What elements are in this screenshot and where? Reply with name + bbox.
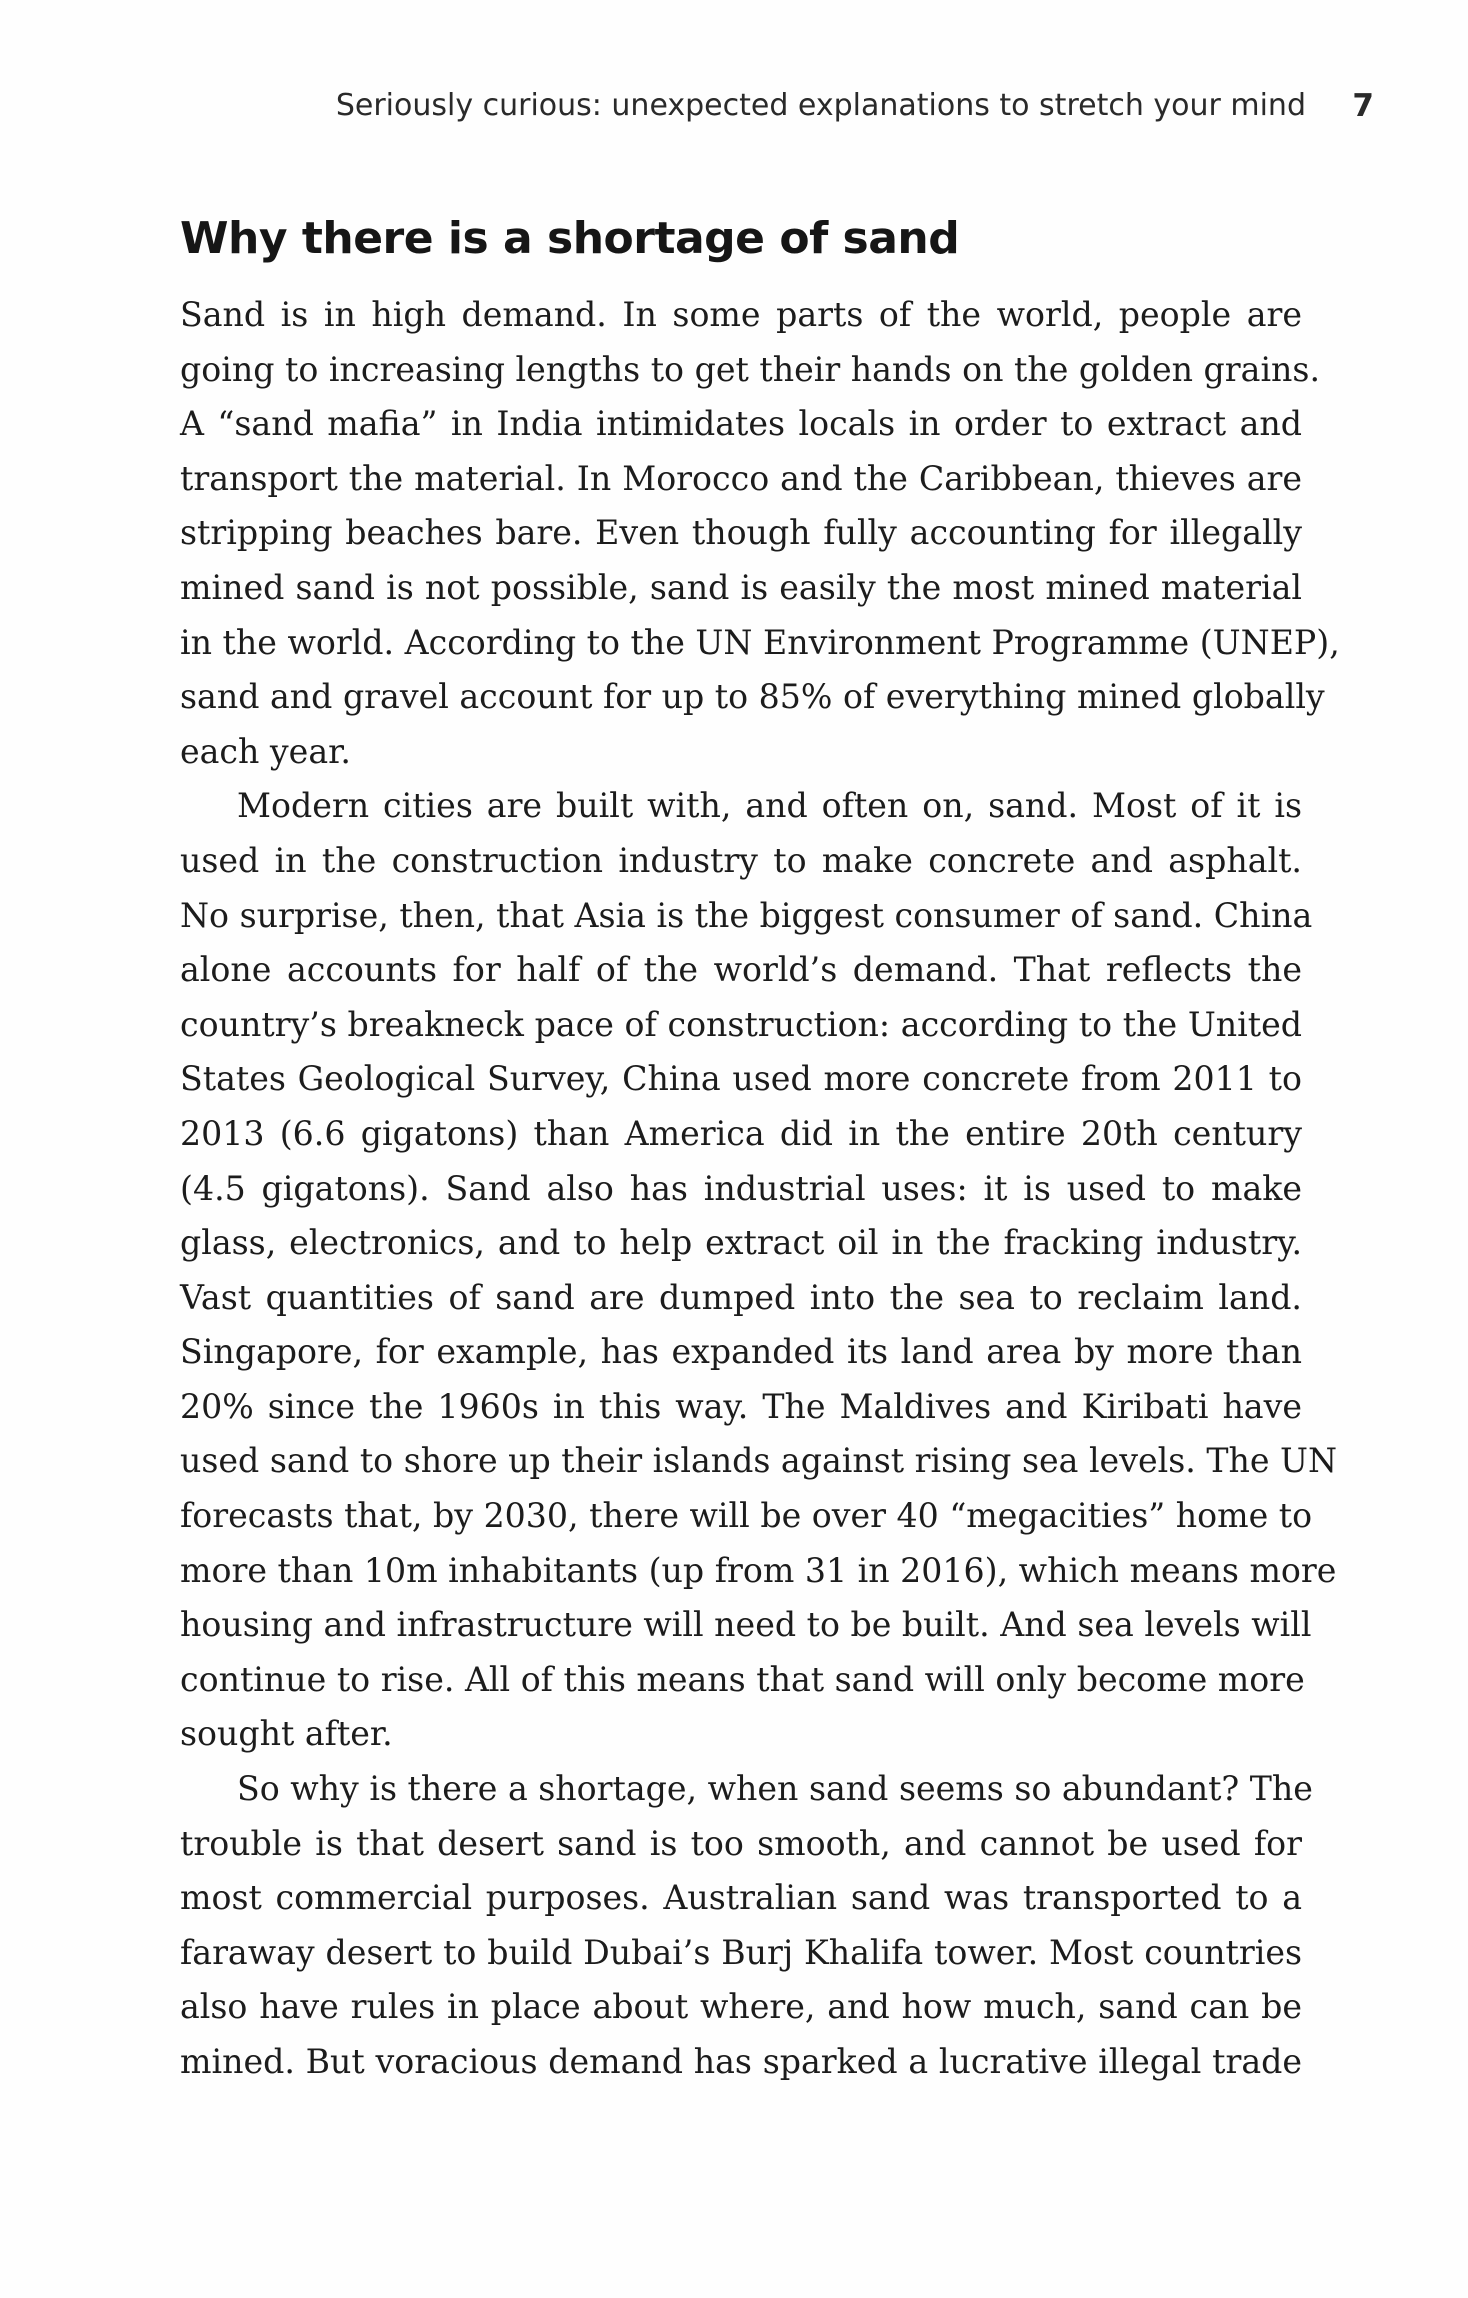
text-line: also have rules in place about where, and how much, sand can be <box>180 1987 1302 2027</box>
text-line: 20% since the 1960s in this way. The Maldives and Kiribati have <box>180 1386 1302 1426</box>
running-head <box>180 86 1374 136</box>
running-head-title: Seriously curious: unexpected explanations to stretch your mind <box>335 88 1306 123</box>
article-body <box>180 288 1340 2090</box>
text-line: each year. <box>180 731 351 771</box>
text-line: mined. But voracious demand has sparked a lucrative illegal trade <box>180 2042 1302 2081</box>
text-line: faraway desert to build Dubai’s Burj Khalifa tower. Most countries <box>180 1932 1302 1972</box>
text-line: sought after. <box>180 1714 393 1754</box>
text-line: So why is there a shortage, when sand seems so abundant? The <box>237 1769 1313 1809</box>
text-line: A “sand mafia” in India intimidates locals in order to extract and <box>180 404 1302 444</box>
text-line: mined sand is not possible, sand is easily the most mined material <box>180 567 1302 607</box>
text-line: sand and gravel account for up to 85% of everything mined globally <box>180 677 1325 717</box>
text-line: Singapore, for example, has expanded its land area by more than <box>180 1332 1302 1372</box>
text-line: in the world. According to the UN Environment Programme (UNEP), <box>180 622 1340 662</box>
text-line: continue to rise. All of this means that sand will only become more <box>180 1659 1305 1699</box>
text-line: 2013 (6.6 gigatons) than America did in the entire 20th century <box>180 1113 1302 1153</box>
text-line: used sand to shore up their islands against rising sea levels. The UN <box>180 1441 1338 1481</box>
text-line: transport the material. In Morocco and the Caribbean, thieves are <box>180 458 1302 498</box>
text-line: Modern cities are built with, and often on, sand. Most of it is <box>237 786 1302 826</box>
text-line: trouble is that desert sand is too smooth, and cannot be used for <box>180 1823 1302 1863</box>
text-line: glass, electronics, and to help extract oil in the fracking industry. <box>180 1223 1302 1263</box>
text-line: country’s breakneck pace of construction: according to the United <box>180 1004 1302 1044</box>
text-line: more than 10m inhabitants (up from 31 in 2016), which means more <box>180 1550 1337 1590</box>
article-heading: Why there is a shortage of sand <box>180 213 960 264</box>
text-line: States Geological Survey, China used more concrete from 2011 to <box>180 1059 1302 1099</box>
page-number: 7 <box>1352 88 1374 124</box>
text-line: forecasts that, by 2030, there will be over 40 “megacities” home to <box>180 1496 1313 1536</box>
text-line: (4.5 gigatons). Sand also has industrial uses: it is used to make <box>180 1168 1302 1208</box>
text-line: housing and infrastructure will need to be built. And sea levels will <box>180 1605 1312 1645</box>
text-line: going to increasing lengths to get their hands on the golden grains. <box>180 349 1321 389</box>
text-line: Sand is in high demand. In some parts of the world, people are <box>180 295 1302 334</box>
text-line: No surprise, then, that Asia is the biggest consumer of sand. China <box>180 895 1313 935</box>
text-line: used in the construction industry to make concrete and asphalt. <box>180 840 1302 880</box>
text-line: most commercial purposes. Australian sand was transported to a <box>180 1878 1302 1918</box>
text-line: Vast quantities of sand are dumped into the sea to reclaim land. <box>180 1277 1302 1317</box>
text-line: stripping beaches bare. Even though fully accounting for illegally <box>180 513 1302 553</box>
text-line: alone accounts for half of the world’s demand. That reflects the <box>180 950 1302 990</box>
